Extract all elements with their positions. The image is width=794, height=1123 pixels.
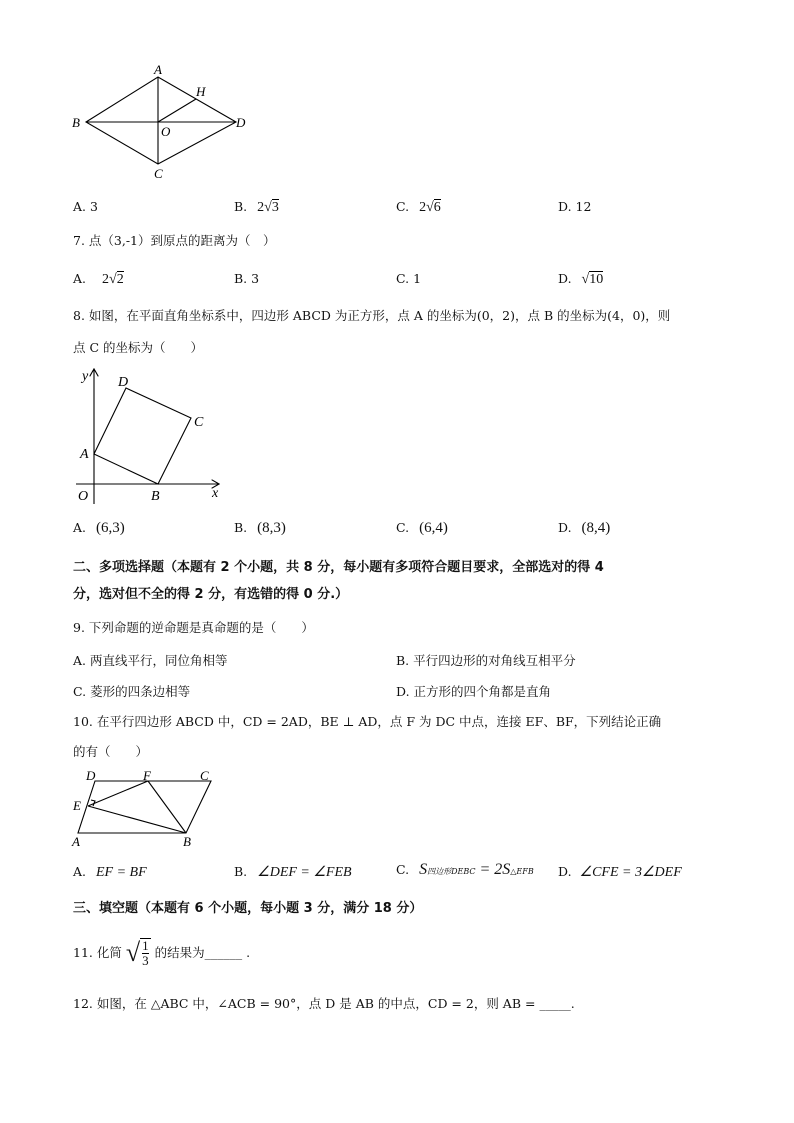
- q6-option-a[interactable]: A. 3: [73, 199, 98, 214]
- q10-option-a-prefix: A.: [73, 864, 87, 879]
- fig1-label-d: D: [236, 115, 246, 130]
- q10-option-a-value: EF = BF: [96, 865, 147, 880]
- fig1-label-a: A: [154, 62, 162, 77]
- q10-option-c-sub2: △EFB: [510, 867, 534, 876]
- sqrt-icon: √: [581, 272, 590, 287]
- q8-option-c[interactable]: [396, 520, 448, 537]
- q11-prefix: 11. 化简: [73, 945, 122, 960]
- fig1-label-b: B: [72, 115, 80, 130]
- fig2-label-b: B: [151, 489, 160, 504]
- q10-option-c-mid: = 2S: [475, 861, 511, 878]
- fig3-label-c: C: [200, 768, 209, 783]
- sqrt-icon: √: [426, 200, 434, 215]
- q6-option-c-prefix: C.: [396, 199, 410, 214]
- q7-option-d-radicand: 10: [589, 272, 604, 287]
- sqrt-icon: √: [125, 938, 141, 967]
- q10-option-c-s: S: [419, 861, 428, 878]
- q8-option-a[interactable]: [73, 520, 125, 537]
- sqrt-fraction: [126, 938, 151, 968]
- q6-option-b-coef: 2: [257, 200, 265, 215]
- q12: 12. 如图，在 △ABC 中，∠ACB = 90°，点 D 是 AB 的中点，CD = 2，则 AB = _____.: [73, 996, 575, 1011]
- sqrt-icon: √: [264, 200, 272, 215]
- fig1-label-h: H: [196, 84, 206, 99]
- fig3-label-a: A: [72, 834, 80, 849]
- q9-stem: 9. 下列命题的逆命题是真命题的是（ ）: [73, 620, 314, 635]
- q11-suffix: 的结果为______ .: [154, 945, 251, 960]
- fig2-label-c: C: [194, 415, 204, 430]
- q10-option-d-value: ∠CFE = 3∠DEF: [579, 865, 682, 880]
- q8-option-d[interactable]: [558, 520, 610, 537]
- q8-option-b[interactable]: [234, 520, 286, 537]
- q11-numerator: 1: [142, 938, 149, 953]
- q7-option-d-prefix: D.: [558, 271, 572, 286]
- q6-option-b[interactable]: [234, 199, 279, 216]
- q6-option-c-radicand: 6: [433, 200, 441, 215]
- q9-option-a[interactable]: A. 两直线平行，同位角相等: [73, 653, 228, 668]
- q8-option-c-prefix: C.: [396, 520, 410, 535]
- q7-stem: 7. 点（3,-1）到原点的距离为（ ）: [73, 233, 276, 248]
- q8-stem-line1: 8. 如图，在平面直角坐标系中，四边形 ABCD 为正方形，点 A 的坐标为(0，2)，点 B 的坐标为(4，0)，则: [73, 308, 671, 323]
- fig2-label-a: A: [80, 447, 89, 462]
- q7-option-c[interactable]: C. 1: [396, 271, 422, 286]
- sqrt-icon: √: [109, 272, 117, 287]
- q10-stem-line1: 10. 在平行四边形 ABCD 中，CD = 2AD，BE ⊥ AD，点 F 为 DC 中点，连接 EF、BF，下列结论正确: [73, 714, 662, 729]
- q7-option-a[interactable]: [73, 271, 124, 288]
- q10-option-d[interactable]: [558, 864, 682, 881]
- q6-option-b-radicand: 3: [271, 200, 279, 215]
- q10-option-b[interactable]: [234, 864, 352, 881]
- q10-option-b-value: ∠DEF = ∠FEB: [257, 865, 352, 880]
- fig2-label-d: D: [118, 375, 129, 390]
- q9-option-d[interactable]: D. 正方形的四个角都是直角: [396, 684, 552, 699]
- q11-denominator: 3: [142, 953, 149, 968]
- q7-option-d[interactable]: [558, 271, 603, 288]
- rhombus-figure: [66, 62, 256, 184]
- q8-stem-line2: 点 C 的坐标为（ ）: [73, 340, 204, 355]
- fig1-label-c: C: [154, 166, 163, 181]
- q8-option-d-prefix: D.: [558, 520, 572, 535]
- q10-stem-line2: 的有（ ）: [73, 744, 149, 759]
- q8-option-b-value: (8,3): [257, 520, 286, 536]
- q6-option-b-prefix: B.: [234, 199, 248, 214]
- q9-option-c[interactable]: C. 菱形的四条边相等: [73, 684, 191, 699]
- q8-option-a-value: (6,3): [96, 520, 125, 536]
- q7-option-b[interactable]: B. 3: [234, 271, 260, 286]
- q6-option-d[interactable]: D. 12: [558, 199, 592, 214]
- coordinate-square-figure: [70, 364, 230, 510]
- fig3-label-e: E: [73, 798, 81, 813]
- q6-option-c[interactable]: [396, 199, 441, 216]
- fig3-label-d: D: [86, 768, 96, 783]
- fig1-label-o: O: [161, 124, 171, 139]
- q10-option-b-prefix: B.: [234, 864, 248, 879]
- q10-option-c-sub1: 四边形DEBC: [427, 867, 476, 876]
- q8-option-d-value: (8,4): [581, 520, 611, 536]
- parallelogram-figure: [68, 766, 228, 850]
- fig2-label-y: y: [82, 369, 89, 384]
- q8-option-c-value: (6,4): [419, 520, 448, 536]
- fig3-label-b: B: [183, 834, 191, 849]
- q7-option-a-prefix: A.: [73, 271, 87, 286]
- q7-option-a-coef: 2: [102, 272, 109, 287]
- q8-option-b-prefix: B.: [234, 520, 248, 535]
- fig2-label-o: O: [78, 489, 89, 504]
- q10-option-a[interactable]: [73, 864, 147, 881]
- q9-option-b[interactable]: B. 平行四边形的对角线互相平分: [396, 653, 576, 668]
- q8-option-a-prefix: A.: [73, 520, 87, 535]
- q11: [73, 938, 250, 978]
- q6-option-c-coef: 2: [419, 200, 427, 215]
- q10-option-c-prefix: C.: [396, 862, 410, 877]
- q10-option-c[interactable]: [396, 861, 534, 879]
- section2-heading-line2: 分，选对但不全的得 2 分，有选错的得 0 分.）: [73, 587, 349, 602]
- fig3-label-f: F: [143, 768, 151, 783]
- q7-option-a-radicand: 2: [116, 272, 124, 287]
- fig2-label-x: x: [212, 486, 219, 501]
- q10-option-d-prefix: D.: [558, 864, 572, 879]
- section2-heading-line1: 二、多项选择题（本题有 2 个小题，共 8 分，每小题有多项符合题目要求，全部选对的得 4: [73, 560, 604, 575]
- section3-heading: 三、填空题（本题有 6 个小题，每小题 3 分，满分 18 分）: [73, 901, 423, 916]
